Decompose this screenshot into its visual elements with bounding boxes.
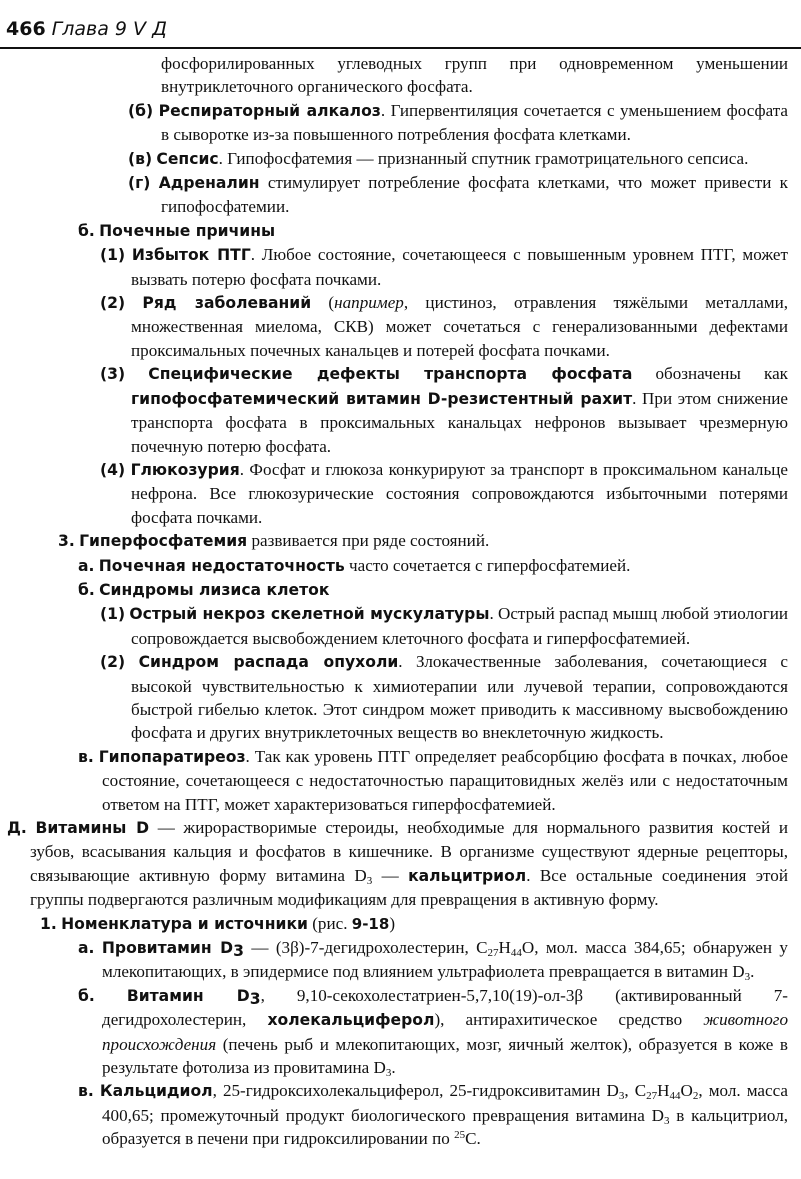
list-item-renal-causes: б. Почечные причины xyxy=(78,221,276,240)
list-item-provitamin-d3: а. Провитамин $D_3$ — (3β)-7-дегидрохолестерин, $C_{27}H_{44}O$, мол. масса 384,65; обнаружен у млекопитающих, в эпидермисе под влиянием ультрафиолета превращается в витамин $D_3$. xyxy=(78,938,788,984)
running-header xyxy=(6,18,167,40)
list-item-hyperphosphatemia: 3. Гиперфосфатемия развивается при ряде состояний. xyxy=(58,531,490,551)
list-item-pth-excess: (1) Избыток ПТГ. Любое состояние, сочетающееся с повышенным уровнем ПТГ, может вызвать потерю фосфата почками. xyxy=(100,245,788,289)
list-item-renal-failure: а. Почечная недостаточность часто сочетается с гиперфосфатемией. xyxy=(78,555,631,575)
paragraph-continuation: фосфорилированных углеводных групп при одновременном уменьшении внутриклеточного органического фосфата. xyxy=(161,54,788,97)
page-number: 466 xyxy=(6,18,46,40)
list-item-vitamin-d3: б. Витамин $D_3$, 9,10-секохолестатриен-5,7,10(19)-ол-3β (активированный 7-дегидрохолестерин, холекальциферол), антирахитическое средство животного происхождения (печень рыб и млекопитающих, мозг, яичный желток), образуется в коже в результате фотолиза из провитамина $D_3$. xyxy=(78,985,789,1080)
list-item-hypoparathyroidism: в. Гипопаратиреоз. Так как уровень ПТГ определяет реабсорбцию фосфата в почках, любое состояние, сочетающееся с недостаточностью паращитовидных желёз или с недостаточным ответом на ПТГ, может характеризоваться гиперфосфатемией. xyxy=(78,746,788,814)
list-item-sepsis: (в) Сепсис. Гипофосфатемия — признанный спутник грамотрицательного сепсиса. xyxy=(128,148,749,168)
header-rule xyxy=(0,47,801,49)
list-item-lysis-syndromes: б. Синдромы лизиса клеток xyxy=(78,580,330,599)
list-item-glucosuria: (4) Глюкозурия. Фосфат и глюкоза конкурируют за транспорт в проксимальном канальце нефрона. Все глюкозурические состояния сопровождаются избыточными потерями фосфата почками. xyxy=(100,459,788,527)
list-item-transport-defects: (3) Специфические дефекты транспорта фосфата обозначены как гипофосфатемический витамин D-резистентный рахит. При этом снижение транспорта фосфата в проксимальных канальцах нефронов вызывает чрезмерную почечную потерю фосфата. xyxy=(100,364,788,456)
list-item-muscle-necrosis: (1) Острый некроз скелетной мускулатуры. Острый распад мышц любой этиологии сопровождается высвобождением клеточного фосфата и гиперфосфатемией. xyxy=(100,604,789,648)
chapter-title: Глава 9 V Д xyxy=(51,18,167,40)
page-body xyxy=(0,52,801,1151)
list-item-nomenclature: 1. Номенклатура и источники (рис. 9-18) xyxy=(40,913,396,933)
list-item-calcidiol: в. Кальцидиол, 25-гидроксихолекальциферол, 25-гидроксивитамин $D_3$, $C_{27}H_{44}O_2$, мол. масса 400,65; промежуточный продукт биологического превращения витамина $D_3$ в кальцитриол, образуется в печени при гидроксилировании по $^{25}$C. xyxy=(78,1081,789,1149)
list-item-respiratory-alkalosis: (б) Респираторный алкалоз. Гипервентиляция сочетается с уменьшением фосфата в сыворотке из-за повышенного потребления фосфата клетками. xyxy=(128,100,788,145)
list-item-adrenaline: (г) Адреналин стимулирует потребление фосфата клетками, что может привести к гипофосфатемии. xyxy=(128,173,788,217)
section-vitamin-d: Д. Витамины D — жирорастворимые стероиды, необходимые для нормального развития костей и зубов, всасывания кальция и фосфатов в кишечнике. В организме существуют ядерные рецепторы, связывающие активную форму витамина $D_3$ — кальцитриол. Все остальные соединения этой группы подвергаются различным модификациям для превращения в активную форму. xyxy=(7,818,788,910)
list-item-tumor-lysis: (2) Синдром распада опухоли. Злокачественные заболевания, сочетающиеся с высокой чувствительностью к химиотерапии или лучевой терапии, сопровождаются быстрой гибелью клеток. Этот синдром может приводить к массивному высвобождению фосфата и других внутриклеточных веществ во внеклеточную жидкость. xyxy=(100,652,788,743)
list-item-diseases: (2) Ряд заболеваний (например, цистиноз, отравления тяжёлыми металлами, множественная миелома, СКВ) может сочетаться с генерализованными дефектами проксимальных почечных канальцев и потерей фосфата почками. xyxy=(100,293,788,360)
